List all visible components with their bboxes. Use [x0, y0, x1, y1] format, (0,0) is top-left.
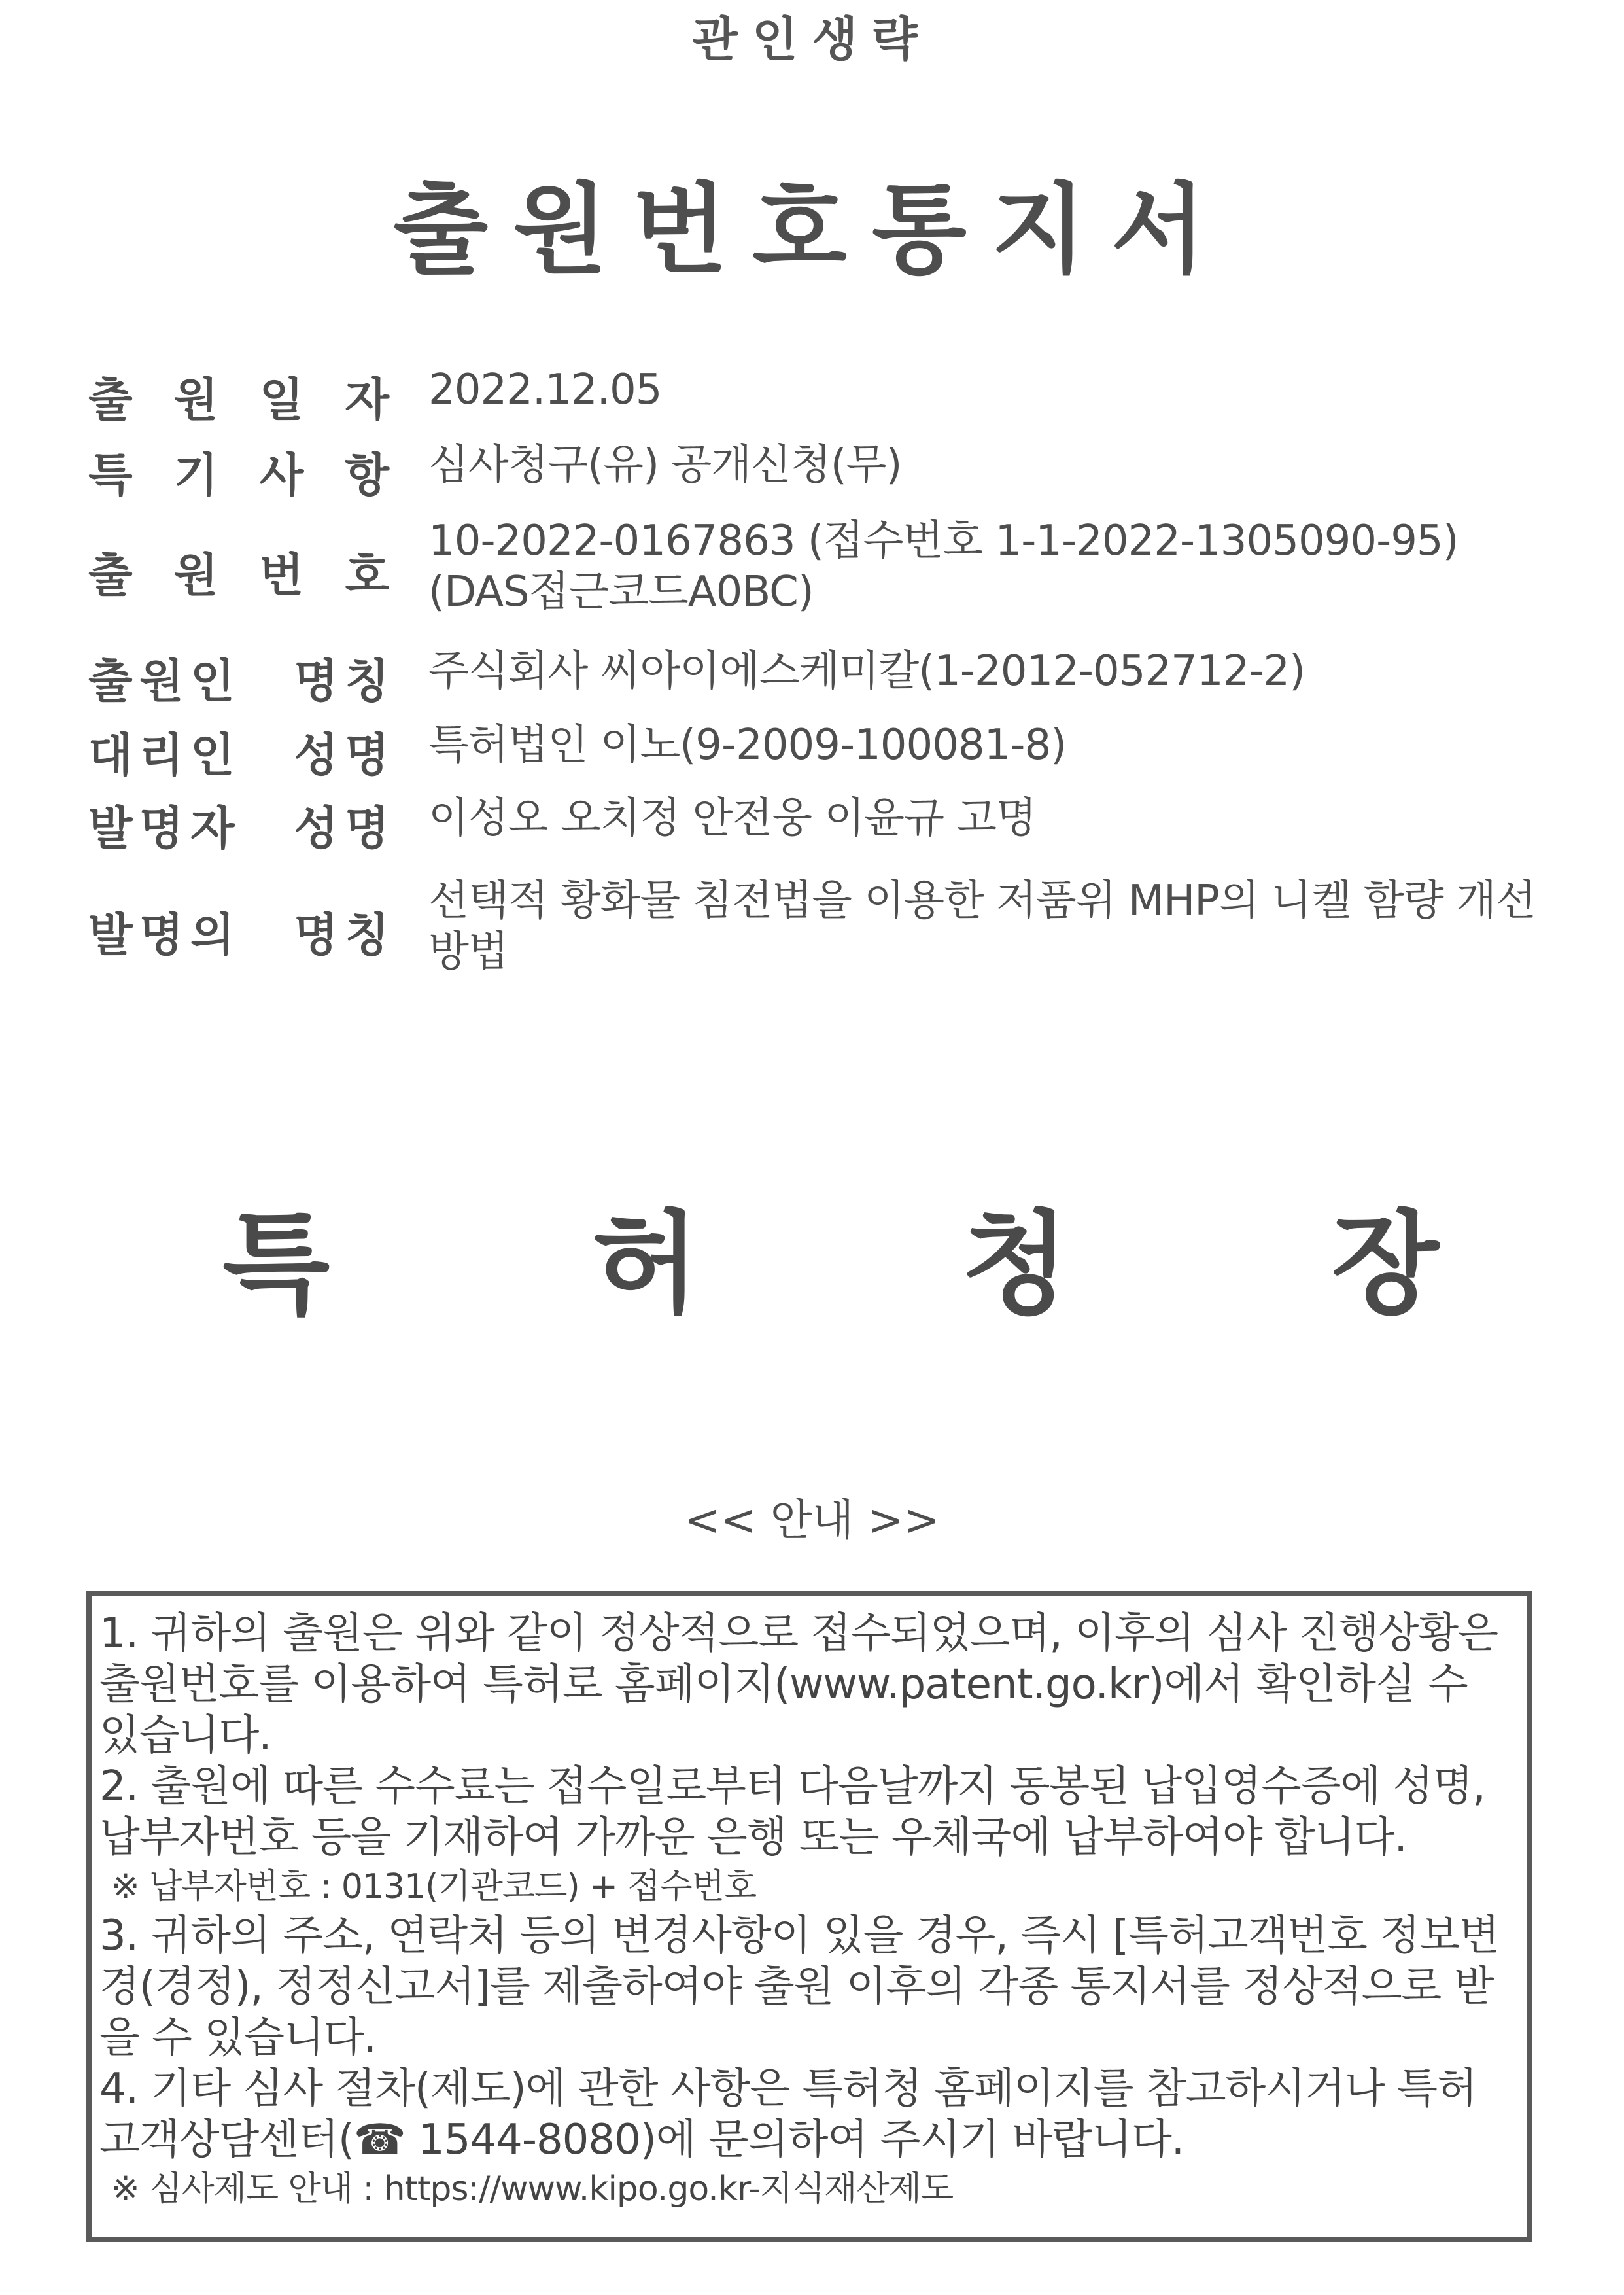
notice-note-exam-guide: ※ 심사제도 안내 : https://www.kipo.go.kr-지식재산제도	[111, 2169, 954, 2209]
value-application-number: 10-2022-0167863 (접수번호 1-1-2022-1305090-95) (DAS접근코드A0BC)	[428, 517, 1459, 616]
document-title: 출원번호통지서	[393, 173, 1231, 287]
label-inventor-name: 발 명 자 성 명	[88, 801, 389, 855]
value-agent-name: 특허법인 이노(9-2009-100081-8)	[428, 721, 1067, 769]
notice-item-3: 3. 귀하의 주소, 연락처 등의 변경사항이 있을 경우, 즉시 [특허고객번호 정보변경(경정), 정정신고서]를 제출하여야 출원 이후의 각종 통지서를 정상적으로 받을 수 있습니다.	[99, 1912, 1499, 2062]
label-agent-name: 대 리 인 성 명	[88, 728, 389, 782]
notice-item-1: 1. 귀하의 출원은 위와 같이 정상적으로 접수되었으며, 이후의 심사 진행상황은 출원번호를 이용하여 특허로 홈페이지(www.patent.go.kr)에서 확인하실 수 있습니다.	[99, 1609, 1498, 1760]
label-applicant-name: 출 원 인 명 칭	[88, 654, 389, 708]
guide-heading: << 안내 >>	[684, 1495, 940, 1545]
notice-item-2: 2. 출원에 따른 수수료는 접수일로부터 다음날까지 동봉된 납입영수증에 성명, 납부자번호 등을 기재하여 가까운 은행 또는 우체국에 납부하여야 합니다.	[99, 1762, 1485, 1862]
omission-stamp-notice: 관인생략	[692, 12, 932, 67]
value-filing-date: 2022.12.05	[428, 366, 662, 414]
notice-note-payment-number: ※ 납부자번호 : 0131(기관코드) + 접수번호	[111, 1867, 757, 1906]
value-applicant-name: 주식회사 씨아이에스케미칼(1-2012-052712-2)	[428, 647, 1305, 695]
label-application-number: 출 원 번 호	[88, 548, 389, 602]
notice-item-4: 4. 기타 심사 절차(제도)에 관한 사항은 특허청 홈페이지를 참고하시거나 특허고객상담센터(☎ 1544-8080)에 문의하여 주시기 바랍니다.	[99, 2065, 1477, 2164]
value-inventor-name: 이성오 오치정 안전웅 이윤규 고명	[428, 794, 1036, 843]
value-special-notes: 심사청구(유) 공개신청(무)	[428, 441, 902, 489]
issuer-signature: 특 허 청 장	[222, 1200, 1439, 1329]
notice-box	[86, 1591, 1532, 2242]
label-special-notes: 특 기 사 항	[88, 448, 389, 502]
label-filing-date: 출 원 일 자	[88, 373, 389, 427]
value-invention-title: 선택적 황화물 침전법을 이용한 저품위 MHP의 니켈 함량 개선방법	[428, 877, 1536, 976]
label-invention-title: 발 명 의 명 칭	[88, 908, 389, 962]
